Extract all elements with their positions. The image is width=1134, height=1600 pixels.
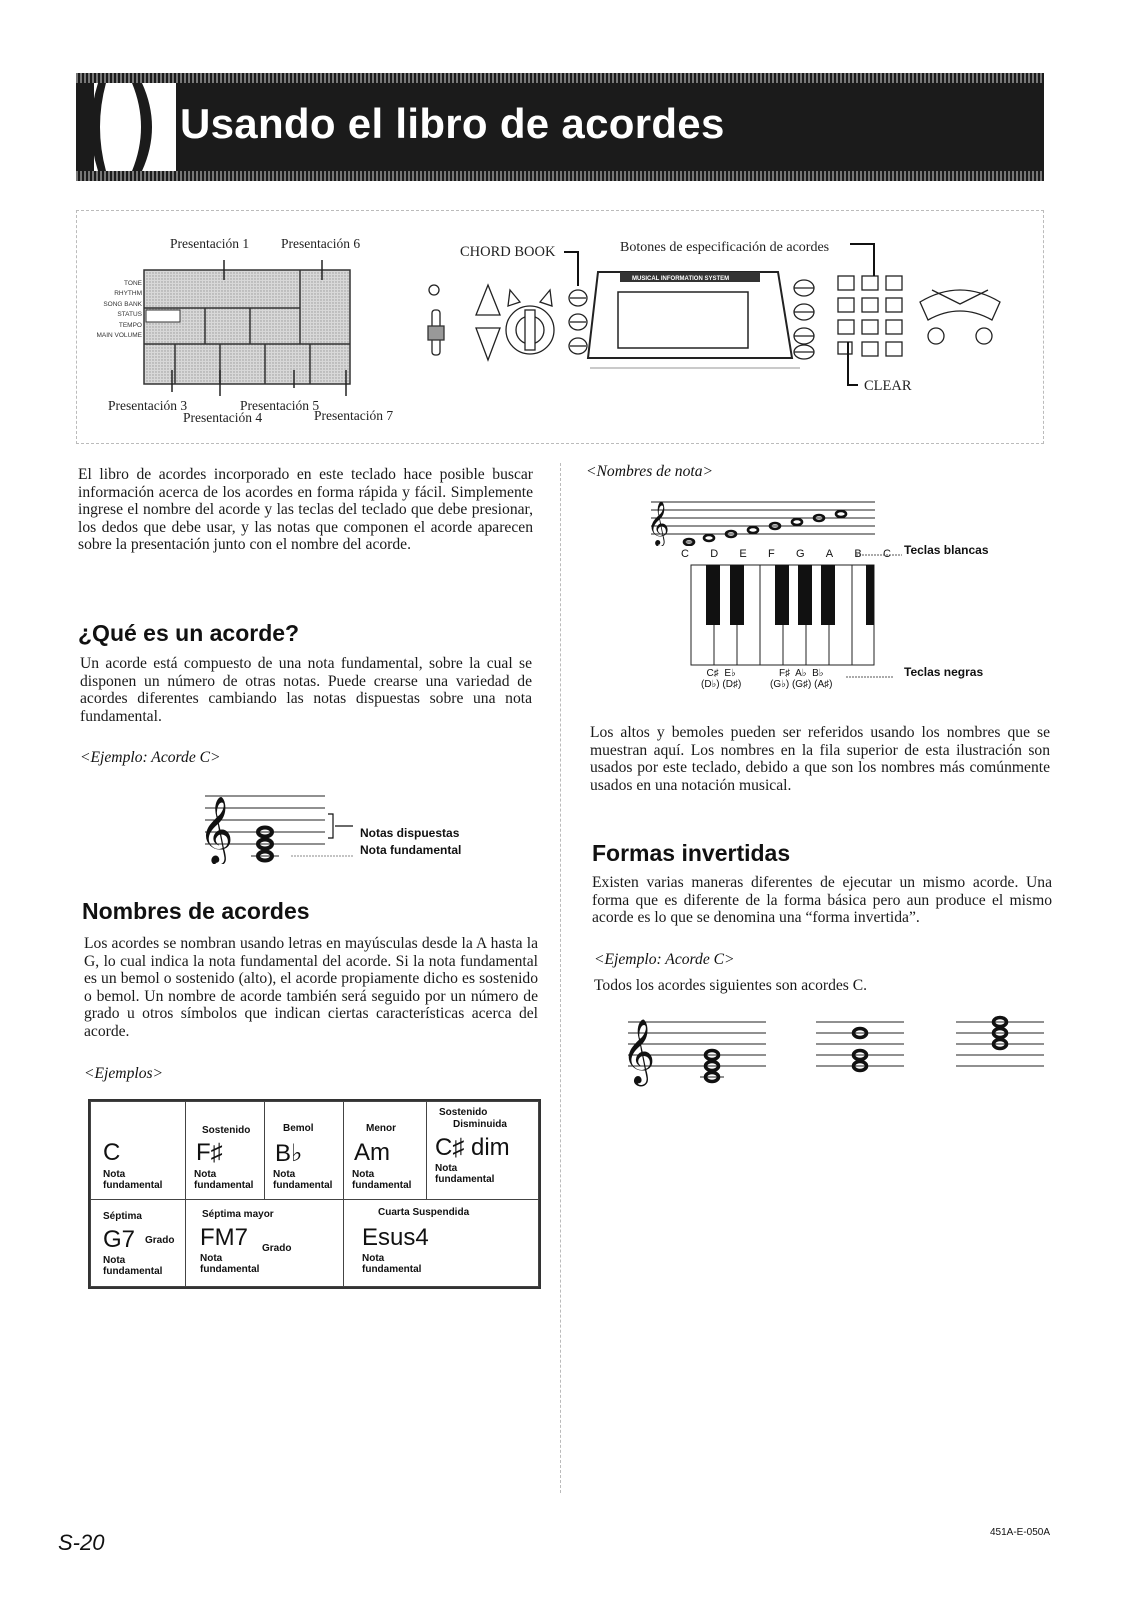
label-display-1: Presentación 1 xyxy=(170,236,250,251)
table-cell-am xyxy=(343,1101,427,1200)
table-cell-b-flat xyxy=(264,1101,344,1200)
what-is-chord-paragraph: Un acorde está compuesto de una nota fundamental, sobre la cual se disponen un número de otras notas. Puede crearse una variedad de acordes diferentes cambiando las notas dispuestas sobre una nota fundamental. xyxy=(80,655,532,725)
label-tone: TONE xyxy=(124,280,142,287)
label-flat: Bemol xyxy=(283,1123,314,1134)
label-sharp-2: Sostenido xyxy=(439,1107,488,1118)
root-label: Nota fundamental xyxy=(103,1169,163,1191)
label-display-3: Presentación 3 xyxy=(108,398,188,413)
chord-symbol-esus4: Esus4 xyxy=(362,1224,429,1251)
label-diminished: Disminuida xyxy=(453,1119,507,1130)
note-g-flat: (G♭) xyxy=(770,679,790,690)
note-b-flat: B♭ xyxy=(812,668,824,679)
header-stripe-top xyxy=(76,73,1044,83)
chord-examples-table xyxy=(88,1099,541,1289)
note-a-sharp: (A♯) xyxy=(814,679,833,690)
label-minor: Menor xyxy=(366,1123,396,1134)
label-chord-book: CHORD BOOK xyxy=(460,244,556,260)
chord-symbol-g7: G7 xyxy=(103,1226,136,1253)
black-key-names-2 xyxy=(770,668,833,690)
note-e-flat: E♭ xyxy=(724,668,736,679)
page-number: S-20 xyxy=(58,1530,105,1555)
table-cell-c-sharp-dim xyxy=(426,1101,539,1200)
table-cell-fm7 xyxy=(185,1199,344,1287)
all-c-chords-text: Todos los acordes siguientes son acordes C. xyxy=(594,977,868,994)
label-degree: Grado xyxy=(145,1235,175,1246)
root-label: Nota fundamental xyxy=(362,1253,422,1275)
root-label: Nota fundamental xyxy=(352,1169,412,1191)
note-names-paragraph: Los altos y bemoles pueden ser referidos usando los nombres que se muestran aquí. Los nombres en la fila superior de esta ilustración son usados por este teclado, debido a que son los nombres más comúnmente usados en una notación musical. xyxy=(590,724,1050,794)
chord-symbol-c-sharp-dim: C♯ dim xyxy=(435,1134,510,1161)
white-keys-dash xyxy=(856,548,906,562)
label-clear: CLEAR xyxy=(864,378,912,394)
chord-symbol-c: C xyxy=(103,1139,121,1166)
note-a-flat: A♭ xyxy=(795,668,807,679)
note-f: F xyxy=(768,548,775,560)
note-b: B xyxy=(854,548,862,560)
note-c: C xyxy=(681,548,689,560)
table-cell-c xyxy=(90,1101,186,1200)
header-stripe-bottom xyxy=(76,171,1044,181)
table-cell-esus4 xyxy=(343,1199,539,1287)
table-cell-g7 xyxy=(90,1199,186,1287)
note-g-sharp: (G♯) xyxy=(791,679,812,690)
label-song-bank: SONG BANK xyxy=(103,300,142,308)
chord-names-paragraph: Los acordes se nombran usando letras en mayúsculas desde la A hasta la G, lo cual indica la nota fundamental del acorde. Si la nota fundamental es un bemol o sostenido (alto), el acorde propiamente dicho es sostenido o bemol. Un nombre de acorde también será seguido por un número de grado u otros símbolos que indican ciertas características acerca del acorde. xyxy=(84,935,538,1040)
heading-chord-names: Nombres de acordes xyxy=(82,898,310,924)
black-key-names-1 xyxy=(701,668,741,690)
intro-paragraph: El libro de acordes incorporado en este teclado hace posible buscar información acerca de los acordes en forma rápida y fácil. Simplemente ingrese el nombre del acorde y las teclas del teclado que debe presionar, los dedos que debe usar, y las notas que componen el acorde aparecen sobre la presentación junto con el nombre del acorde. xyxy=(78,466,533,553)
note-d: D xyxy=(710,548,719,560)
label-white-keys: Teclas blancas xyxy=(904,543,989,557)
document-code: 451A-E-050A xyxy=(990,1527,1051,1538)
example-c-label: <Ejemplo: Acorde C> xyxy=(80,749,221,766)
root-label: Nota fundamental xyxy=(103,1255,163,1277)
inversions-example-label: <Ejemplo: Acorde C> xyxy=(594,951,735,968)
label-major-seventh: Séptima mayor xyxy=(202,1209,274,1220)
label-status: STATUS xyxy=(117,311,142,319)
table-cell-f-sharp xyxy=(185,1101,265,1200)
chord-symbol-fm7: FM7 xyxy=(200,1224,248,1251)
label-suspended-fourth: Cuarta Suspendida xyxy=(378,1207,470,1218)
note-names-label: <Nombres de nota> xyxy=(586,463,714,480)
note-c-high: C xyxy=(882,548,891,560)
label-chord-buttons: Botones de especificación de acordes xyxy=(620,240,830,255)
header-bracket-icon xyxy=(76,73,176,181)
label-main-volume: MAIN VOLUME xyxy=(96,332,142,340)
label-rhythm: RHYTHM xyxy=(114,290,142,298)
label-black-keys: Teclas negras xyxy=(904,665,984,679)
label-tempo: TEMPO xyxy=(118,321,142,329)
svg-text:𝄞: 𝄞 xyxy=(647,501,670,545)
note-c-sharp: C♯ xyxy=(706,668,719,679)
note-d-flat: (D♭) xyxy=(701,679,720,690)
page-title: Usando el libro de acordes xyxy=(180,100,725,147)
note-names-staff xyxy=(645,496,885,546)
label-display-5: Presentación 5 xyxy=(240,398,320,413)
chord-symbol-am: Am xyxy=(354,1139,390,1166)
chord-symbol-b-flat: B♭ xyxy=(275,1140,303,1167)
examples-label: <Ejemplos> xyxy=(84,1065,164,1082)
keyboard-panel-diagram xyxy=(420,240,1020,400)
note-a: A xyxy=(825,548,834,560)
screen-label: MUSICAL INFORMATION SYSTEM xyxy=(632,276,730,282)
root-label: Nota fundamental xyxy=(200,1253,260,1275)
chord-symbol-f-sharp: F♯ xyxy=(196,1139,223,1166)
label-display-7: Presentación 7 xyxy=(314,408,394,423)
note-d-sharp: (D♯) xyxy=(722,679,742,690)
label-seventh: Séptima xyxy=(103,1211,142,1222)
c-chord-staff xyxy=(195,786,375,864)
column-divider xyxy=(560,463,561,1493)
root-label: Nota fundamental xyxy=(194,1169,254,1191)
label-degree-2: Grado xyxy=(262,1243,292,1254)
label-sharp: Sostenido xyxy=(202,1125,251,1136)
inversions-paragraph: Existen varias maneras diferentes de ejecutar un mismo acorde. Una forma que es diferente de la forma básica pero aun produce el mismo acorde es lo que se denomina una “forma invertida”. xyxy=(592,874,1052,926)
root-label: Nota fundamental xyxy=(435,1163,495,1185)
piano-keys-diagram xyxy=(690,564,876,668)
heading-what-is-chord: ¿Qué es un acorde? xyxy=(78,620,300,646)
label-display-4: Presentación 4 xyxy=(183,410,263,425)
root-label: Nota fundamental xyxy=(273,1169,333,1191)
black-keys-dash xyxy=(846,670,896,684)
note-f-sharp: F♯ xyxy=(779,668,791,679)
display-side-labels xyxy=(80,279,142,341)
note-e: E xyxy=(739,548,747,560)
svg-text:𝄞: 𝄞 xyxy=(622,1019,656,1084)
note-g: G xyxy=(795,548,805,560)
label-root-note: Nota fundamental xyxy=(360,843,462,857)
label-notes-arranged: Notas dispuestas xyxy=(360,826,460,840)
svg-text:𝄞: 𝄞 xyxy=(199,795,234,863)
inversions-staffs xyxy=(620,1008,1050,1088)
heading-inversions: Formas invertidas xyxy=(592,840,791,866)
label-display-6: Presentación 6 xyxy=(281,236,361,251)
